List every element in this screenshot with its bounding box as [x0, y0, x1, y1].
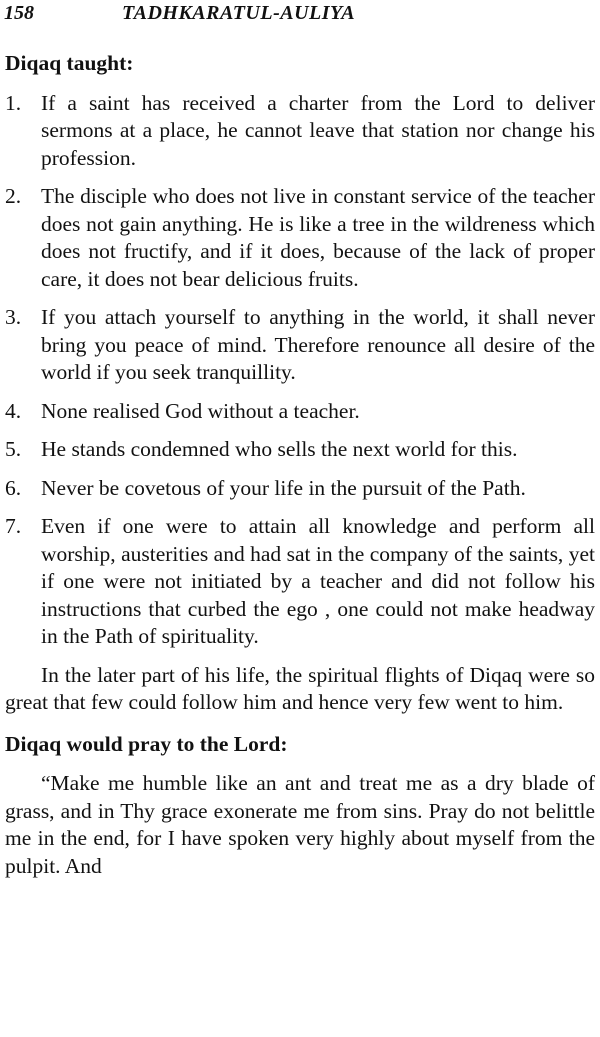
- item-number: 7.: [5, 514, 22, 538]
- item-number: 5.: [5, 437, 22, 461]
- prayer-heading: Diqaq would pray to the Lord:: [5, 731, 288, 756]
- running-header: [4, 2, 596, 24]
- item-number: 1.: [5, 90, 22, 115]
- item-number: 3.: [5, 305, 22, 329]
- body-paragraph: In the later part of his life, the spiritual flights of Diqaq were so great that few could follow him and hence very few went to him.: [5, 662, 595, 714]
- running-title: TADHKARATUL-AULIYA: [122, 2, 356, 24]
- item-number: 4.: [5, 398, 22, 423]
- list-item: [5, 513, 595, 651]
- sayings-list: [5, 90, 595, 651]
- item-number: 6.: [5, 475, 22, 500]
- list-item: [5, 475, 595, 503]
- list-item: [5, 183, 595, 293]
- list-item: [5, 436, 595, 464]
- list-item: [5, 304, 595, 387]
- prayer-text: “Make me humble like an ant and treat me as a dry blade of grass, and in Thy grace exonerate me from sins. Pray do not belittle me in the end, for I have spoken very highly about myself from the pulpit. And: [5, 771, 595, 878]
- item-number: 2.: [5, 184, 22, 208]
- item-text: If a saint has received a charter from the Lord to deliver sermons at a place, he cannot leave that station nor change his profession.: [41, 90, 595, 170]
- item-text: Even if one were to attain all knowledge and perform all worship, austerities and had sat in the company of the saints, yet if one were not initiated by a teacher and did not follow his instructions that curbed the ego , one could not make headway in the Path of spirituality.: [41, 514, 595, 648]
- page-number: 158: [4, 2, 34, 24]
- item-text: Never be covetous of your life in the pursuit of the Path.: [41, 475, 526, 500]
- item-text: He stands condemned who sells the next world for this.: [41, 437, 518, 461]
- item-text: None realised God without a teacher.: [41, 398, 360, 423]
- item-text: If you attach yourself to anything in the world, it shall never bring you peace of mind. Therefore renounce all desire of the world if you seek tranquillity.: [41, 305, 595, 384]
- item-text: The disciple who does not live in constant service of the teacher does not gain anything. He is like a tree in the wildreness which does not fructify, and if it does, because of the lack of proper care, it does not bear delicious fruits.: [41, 184, 595, 291]
- section-heading: Diqaq taught:: [5, 51, 134, 75]
- list-item: [5, 398, 595, 426]
- page-body: [5, 50, 595, 880]
- list-item: [5, 90, 595, 173]
